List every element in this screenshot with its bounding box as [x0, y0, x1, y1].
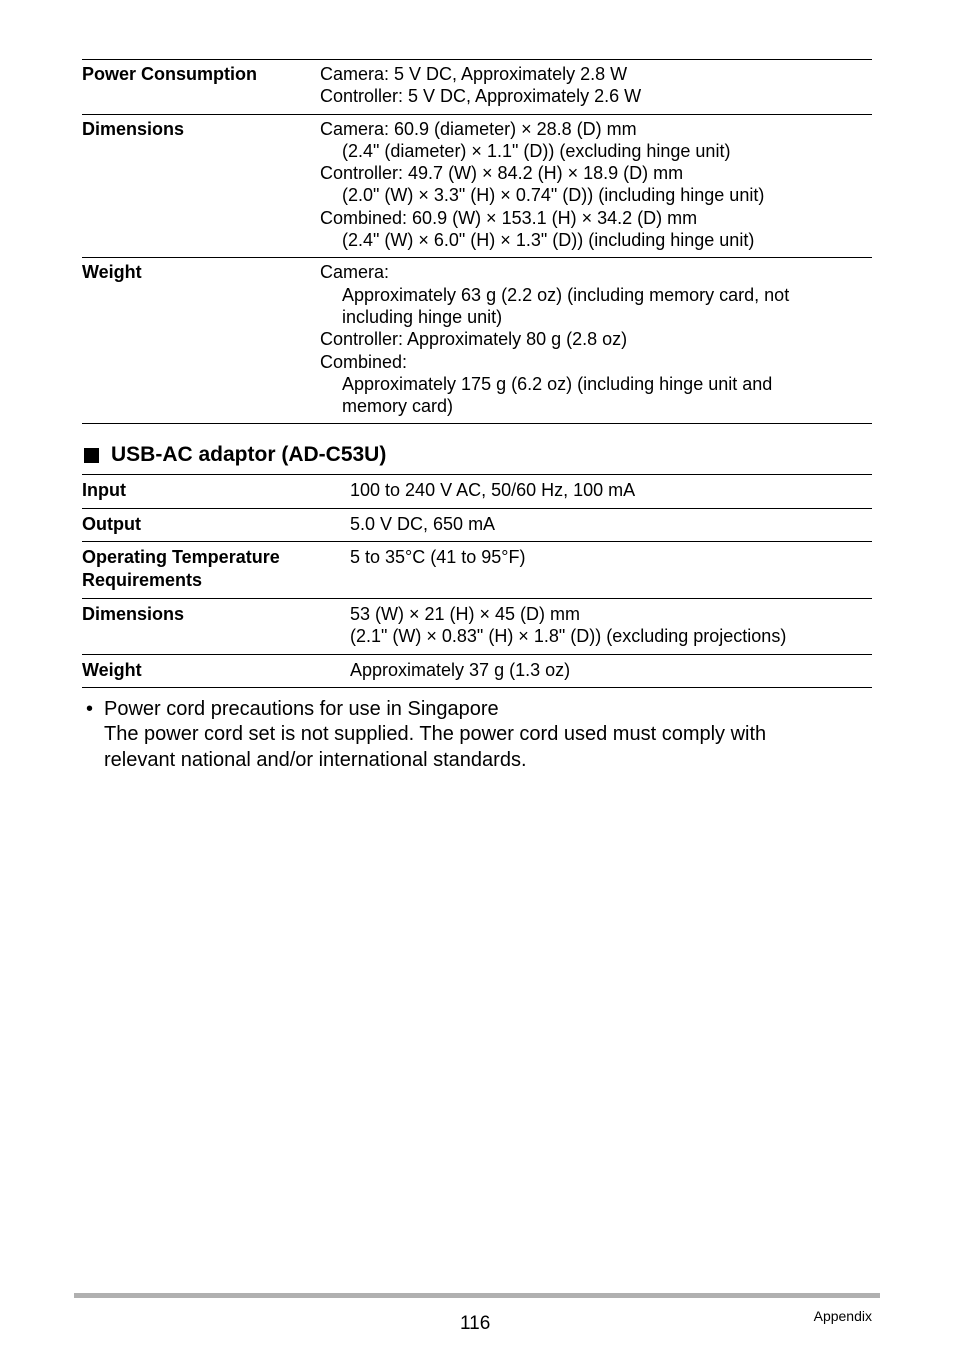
value-line: (2.1" (W) × 0.83" (H) × 1.8" (D)) (excluding projections): [350, 626, 787, 647]
row-label: [82, 659, 350, 682]
table-row: [82, 115, 872, 259]
table-row: [82, 655, 872, 689]
row-value: [320, 261, 789, 417]
row-value: [320, 63, 641, 108]
row-value: [350, 603, 786, 648]
note-line: relevant national and/or international standards.: [104, 748, 527, 771]
bullet-icon: •: [86, 698, 94, 720]
row-value: [350, 546, 525, 592]
label-line: Dimensions: [82, 604, 185, 624]
table-row: [82, 599, 872, 655]
table-row: [82, 542, 872, 599]
value-line: Combined: 60.9 (W) × 153.1 (H) × 34.2 (D) mm: [320, 207, 698, 228]
value-line: 5 to 35°C (41 to 95°F): [350, 547, 526, 567]
table-row: [82, 475, 872, 509]
value-line: including hinge unit): [342, 306, 503, 327]
footer-section-name: Appendix: [813, 1308, 872, 1324]
specifications-table: [82, 59, 872, 424]
label-line: Requirements: [82, 570, 203, 590]
value-line: 53 (W) × 21 (H) × 45 (D) mm: [350, 604, 581, 624]
value-line: Approximately 63 g (2.2 oz) (including memory card, not: [342, 284, 790, 305]
note-block: [86, 697, 866, 773]
page-number: 116: [460, 1313, 491, 1334]
table-row: [82, 258, 872, 424]
value-line: Camera:: [320, 262, 390, 283]
value-line: Camera: 5 V DC, Approximately 2.8 W: [320, 64, 628, 84]
value-line: (2.4" (W) × 6.0" (H) × 1.3" (D)) (including hinge unit): [342, 230, 755, 251]
table-row: [82, 509, 872, 543]
row-label: Dimensions: [82, 118, 185, 139]
label-line: Weight: [82, 659, 142, 680]
value-line: Camera: 60.9 (diameter) × 28.8 (D) mm: [320, 118, 637, 139]
row-value: [350, 513, 495, 536]
row-label: [82, 603, 350, 648]
value-line: 100 to 240 V AC, 50/60 Hz, 100 mA: [350, 480, 636, 500]
black-square-icon: [84, 448, 99, 463]
value-line: Combined:: [320, 351, 408, 372]
footer-divider: [74, 1293, 880, 1298]
row-value: [320, 118, 764, 252]
row-value: [350, 659, 570, 682]
note-line: Power cord precautions for use in Singapore: [104, 698, 499, 720]
label-line: Operating Temperature: [82, 547, 280, 567]
row-label: Weight: [82, 262, 142, 283]
table-row: [82, 60, 872, 115]
row-label: [82, 479, 350, 502]
value-line: memory card): [342, 396, 454, 417]
adaptor-specifications-table: [82, 474, 872, 688]
label-line: Output: [82, 513, 141, 534]
section-heading-text: USB-AC adaptor (AD-C53U): [111, 443, 387, 466]
value-line: Controller: Approximately 80 g (2.8 oz): [320, 329, 628, 350]
row-label: Power Consumption: [82, 64, 257, 84]
note-line: The power cord set is not supplied. The power cord used must comply with: [104, 723, 767, 746]
section-heading: [84, 442, 386, 468]
value-line: 5.0 V DC, 650 mA: [350, 513, 496, 534]
value-line: (2.0" (W) × 3.3" (H) × 0.74" (D)) (including hinge unit): [342, 185, 765, 206]
note-text: [104, 697, 766, 773]
row-label: [82, 513, 350, 536]
row-value: [350, 479, 635, 502]
value-line: Approximately 37 g (1.3 oz): [350, 659, 571, 680]
row-label: [82, 546, 350, 592]
value-line: Approximately 175 g (6.2 oz) (including hinge unit and: [342, 373, 773, 394]
value-line: Controller: 5 V DC, Approximately 2.6 W: [320, 86, 642, 107]
value-line: (2.4" (diameter) × 1.1" (D)) (excluding hinge unit): [342, 140, 731, 161]
label-line: Input: [82, 480, 126, 500]
value-line: Controller: 49.7 (W) × 84.2 (H) × 18.9 (D) mm: [320, 163, 684, 184]
